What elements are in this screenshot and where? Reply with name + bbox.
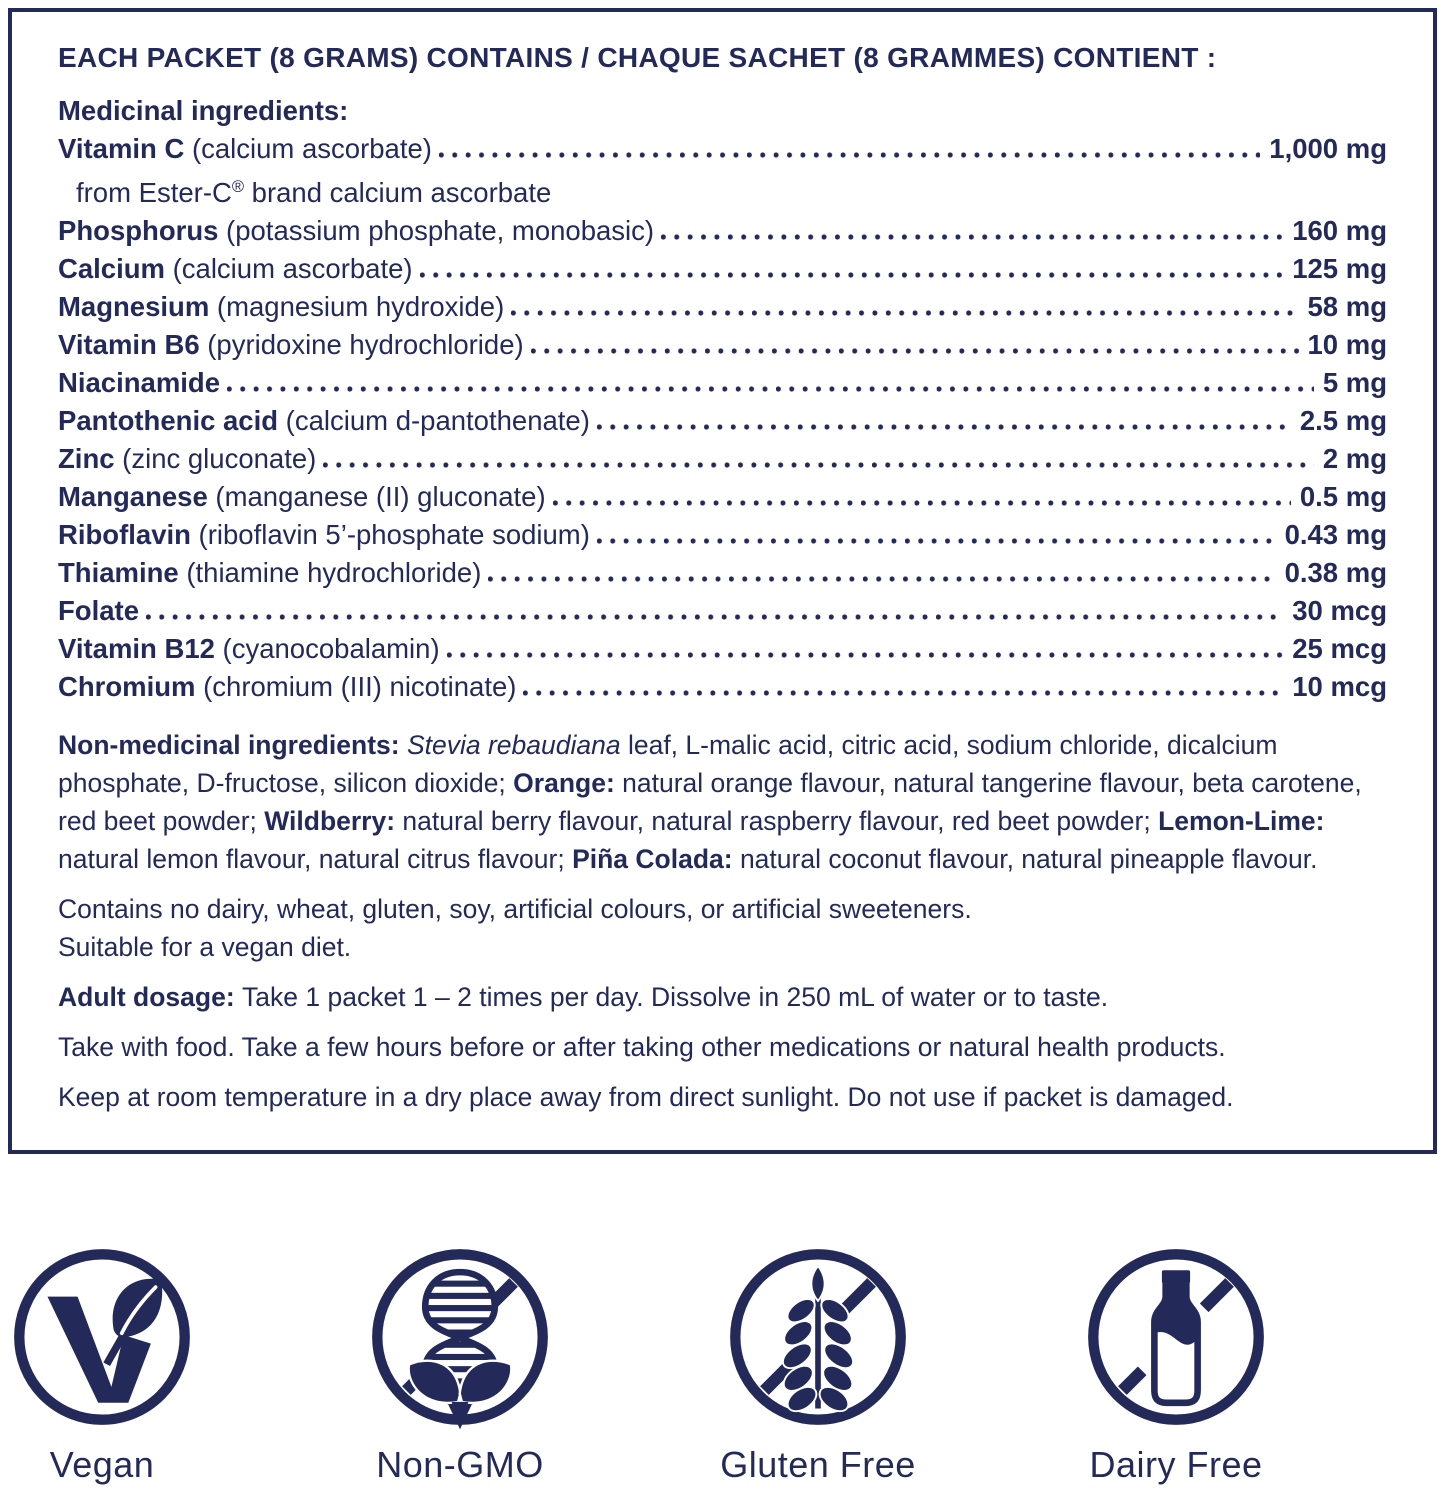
ingredient-name: Chromium (chromium (III) nicotinate) <box>58 671 517 703</box>
ingredient-row <box>58 288 1387 326</box>
dotted-leader <box>323 462 1314 468</box>
badge-label: Non-GMO <box>376 1444 544 1485</box>
ingredient-row <box>58 440 1387 478</box>
ingredient-row <box>58 130 1387 168</box>
ingredient-amount: 2 mg <box>1322 443 1387 475</box>
badge-dairy-free <box>1076 1243 1276 1485</box>
ingredient-name: Calcium (calcium ascorbate) <box>58 253 413 285</box>
badge-label: Gluten Free <box>720 1444 916 1485</box>
ingredient-name: Pantothenic acid (calcium d-pantothenate) <box>58 405 590 437</box>
ingredient-amount: 0.5 mg <box>1299 481 1387 513</box>
gluten-free-icon <box>724 1243 912 1431</box>
dotted-leader <box>511 310 1298 316</box>
ingredient-row <box>58 516 1387 554</box>
badge-label: Vegan <box>49 1444 155 1485</box>
badge-non-gmo <box>360 1243 560 1485</box>
ingredient-name: Vitamin B12 (cyanocobalamin) <box>58 633 440 665</box>
ingredient-amount: 25 mcg <box>1292 633 1387 665</box>
paragraph: Keep at room temperature in a dry place away from direct sunlight. Do not use if packet is damaged. <box>58 1082 1234 1113</box>
ingredient-name: Vitamin B6 (pyridoxine hydrochloride) <box>58 329 524 361</box>
info-paragraphs <box>58 726 1387 1116</box>
ingredient-name: Vitamin C (calcium ascorbate) <box>58 133 432 164</box>
ingredient-amount: 2.5 mg <box>1299 405 1387 437</box>
certification-badges <box>0 1243 1443 1485</box>
ingredient-name: Niacinamide <box>58 367 221 399</box>
ingredient-name: Folate <box>58 595 139 627</box>
ingredient-row <box>58 668 1387 706</box>
ingredient-row <box>58 554 1387 592</box>
ingredient-amount: 10 mg <box>1307 329 1387 361</box>
paragraph: Take with food. Take a few hours before or after taking other medications or natural health products. <box>58 1032 1226 1063</box>
ingredient-amount: 1,000 mg <box>1269 133 1387 164</box>
ingredient-amount: 0.38 mg <box>1284 557 1387 589</box>
ingredient-row <box>58 326 1387 364</box>
badge-label: Dairy Free <box>1089 1444 1263 1485</box>
vegan-icon <box>8 1243 196 1431</box>
paragraph: Adult dosage: Take 1 packet 1 – 2 times per day. Dissolve in 250 mL of water or to taste. <box>58 982 1109 1013</box>
dotted-leader <box>146 614 1283 620</box>
ingredient-row <box>58 364 1387 402</box>
ingredient-row <box>58 402 1387 440</box>
ingredient-source-note: from Ester-C® brand calcium ascorbate <box>76 177 552 209</box>
dotted-leader <box>488 576 1275 582</box>
ingredient-name: Riboflavin (riboflavin 5’-phosphate sodium) <box>58 519 590 551</box>
ingredient-amount: 0.43 mg <box>1284 519 1387 551</box>
dotted-leader <box>531 348 1299 354</box>
ingredient-amount: 58 mg <box>1307 291 1387 323</box>
dotted-leader <box>553 500 1291 506</box>
ingredients-panel <box>8 8 1437 1154</box>
ingredient-amount: 30 mcg <box>1292 595 1387 627</box>
dotted-leader <box>439 152 1260 158</box>
ingredient-amount: 5 mg <box>1322 367 1387 399</box>
non-gmo-icon <box>366 1243 554 1431</box>
ingredient-row <box>58 250 1387 288</box>
ingredient-name: Phosphorus (potassium phosphate, monobasic) <box>58 215 655 247</box>
ingredient-row <box>58 630 1387 668</box>
ingredient-amount: 160 mg <box>1292 215 1387 247</box>
paragraph: Non-medicinal ingredients: Stevia rebaudiana leaf, L-malic acid, citric acid, sodium chloride, dicalcium phosphate, D-fructose, silicon dioxide; Orange: natural orange flavour, natural tangerine flavour, beta carotene, red beet powder; Wildberry: natural berry flavour, natural raspberry flavour, red beet powder; Lemon-Lime: natural lemon flavour, natural citrus flavour; Piña Colada: natural coconut flavour, natural pineapple flavour. <box>58 730 1362 875</box>
ingredient-row <box>58 478 1387 516</box>
ingredient-name: Thiamine (thiamine hydrochloride) <box>58 557 482 589</box>
badge-vegan <box>2 1243 202 1485</box>
dotted-leader <box>447 652 1284 658</box>
medicinal-rows <box>58 130 1387 706</box>
ingredient-row <box>58 212 1387 250</box>
ingredient-name: Magnesium (magnesium hydroxide) <box>58 291 505 323</box>
ingredient-amount: 10 mcg <box>1292 671 1387 703</box>
paragraph: Contains no dairy, wheat, gluten, soy, artificial colours, or artificial sweeteners. Suitable for a vegan diet. <box>58 894 972 963</box>
dairy-free-icon <box>1082 1243 1270 1431</box>
dotted-leader <box>227 386 1314 392</box>
badge-gluten-free <box>718 1243 918 1485</box>
dotted-leader <box>661 234 1283 240</box>
dotted-leader <box>597 538 1276 544</box>
dotted-leader <box>420 272 1284 278</box>
medicinal-ingredients-title: Medicinal ingredients: <box>58 95 349 126</box>
dotted-leader <box>597 424 1291 430</box>
ingredient-row <box>58 592 1387 630</box>
ingredient-amount: 125 mg <box>1292 253 1387 285</box>
ingredient-name: Zinc (zinc gluconate) <box>58 443 317 475</box>
panel-header: EACH PACKET (8 GRAMS) CONTAINS / CHAQUE SACHET (8 GRAMMES) CONTIENT : <box>58 42 1217 73</box>
dotted-leader <box>523 690 1283 696</box>
ingredient-name: Manganese (manganese (II) gluconate) <box>58 481 546 513</box>
